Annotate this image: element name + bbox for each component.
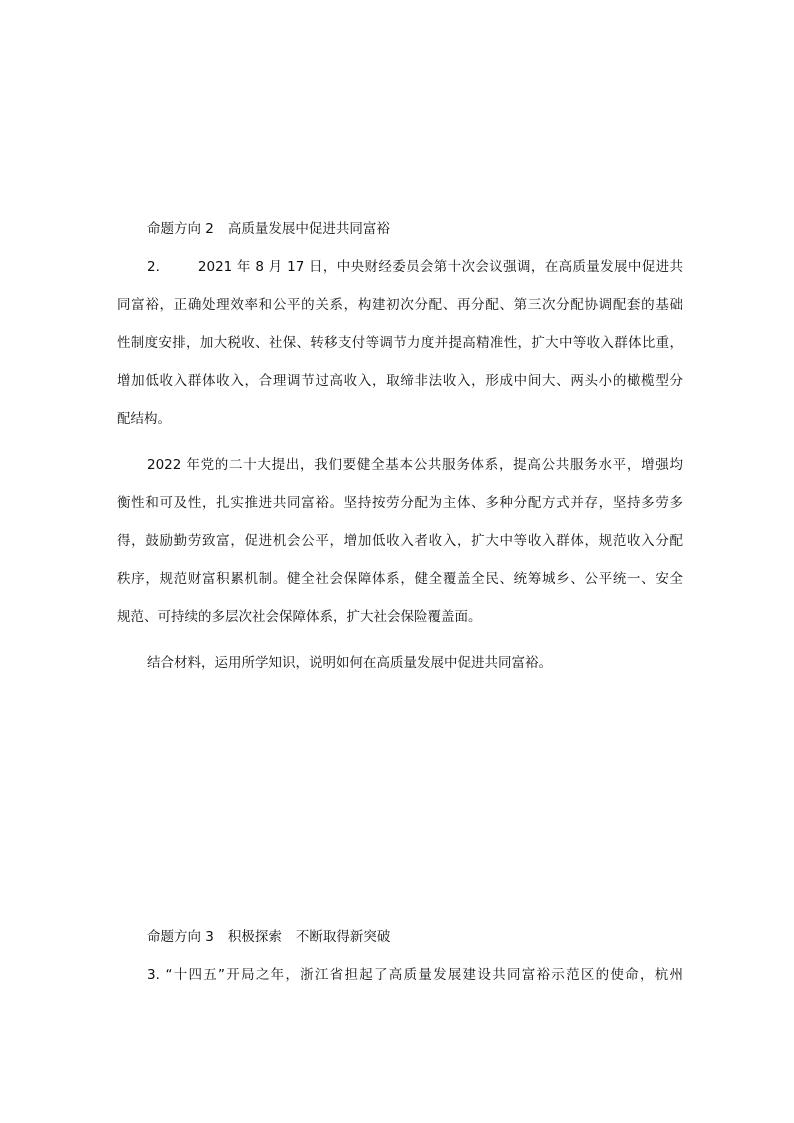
paragraph-line: 配结构。: [117, 411, 171, 427]
paragraph-line: 秩序，规范财富积累机制。健全社会保障体系，健全覆盖全民、统筹城乡、公平统一、安全: [117, 571, 683, 587]
question-prompt: 结合材料，运用所学知识，说明如何在高质量发展中促进共同富裕。: [147, 655, 552, 671]
paragraph-line: [147, 258, 683, 276]
question-number: 2.: [147, 259, 160, 275]
heading-title: 高质量发展中促进共同富裕: [227, 221, 390, 237]
paragraph-line: 规范、可持续的多层次社会保障体系，扩大社会保险覆盖面。: [117, 609, 482, 625]
paragraph-line: 增加低收入群体收入，合理调节过高收入，取缔非法收入，形成中间大、两头小的橄榄型分: [117, 373, 683, 389]
paragraph-line: 3. “十四五”开局之年，浙江省担起了高质量发展建设共同富裕示范区的使命，杭州: [147, 967, 683, 983]
heading-prefix: 命题方向 2: [147, 221, 214, 237]
section-heading-3: [147, 928, 683, 946]
heading-title-part-a: 积极探索: [227, 929, 282, 945]
paragraph-line: 性制度安排，加大税收、社保、转移支付等调节力度并提高精准性，扩大中等收入群体比重，: [117, 335, 683, 351]
paragraph-line: 衡性和可及性，扎实推进共同富裕。坚持按劳分配为主体、多种分配方式并存，坚持多劳多: [117, 495, 683, 511]
paragraph-line: 得，鼓励勤劳致富，促进机会公平，增加低收入者收入，扩大中等收入群体，规范收入分配: [117, 533, 683, 549]
paragraph-line: 2022 年党的二十大提出，我们要健全基本公共服务体系，提高公共服务水平，增强均: [147, 457, 683, 473]
paragraph-text: 2021 年 8 月 17 日，中央财经委员会第十次会议强调，在高质量发展中促进共: [197, 259, 683, 275]
section-heading-2: [147, 220, 683, 238]
heading-prefix: 命题方向 3: [147, 929, 214, 945]
paragraph-line: 同富裕，正确处理效率和公平的关系，构建初次分配、再分配、第三次分配协调配套的基础: [117, 297, 683, 313]
heading-title-part-b: 不断取得新突破: [295, 929, 391, 945]
